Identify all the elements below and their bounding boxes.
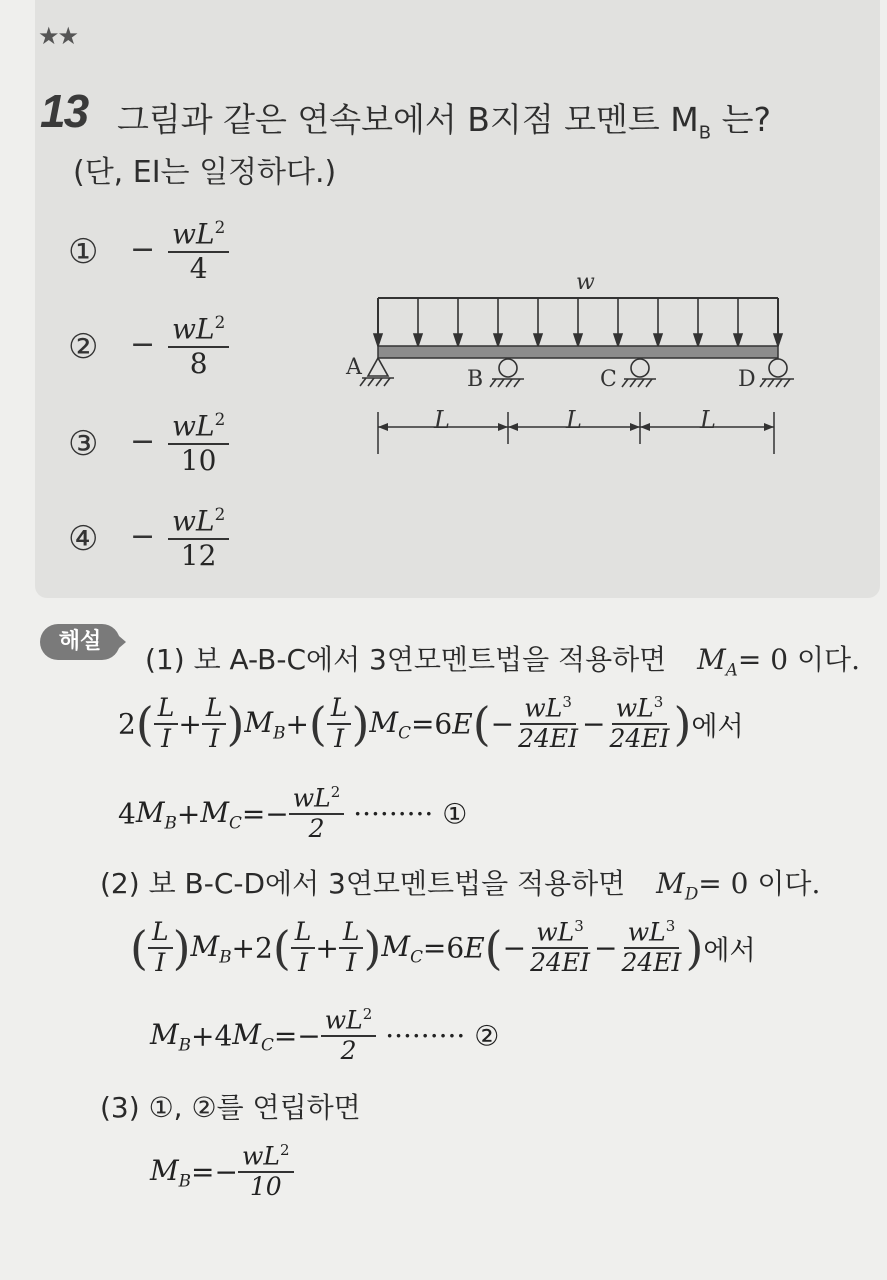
equation-2: $4M_B+M_C=-$ $\frac{wL^2}{2}$ ········· ①	[118, 783, 468, 844]
label-a: A	[346, 355, 362, 380]
step-1: (1) 보 A-B-C에서 3연모멘트법을 적용하면 $M_A= 0$ 이다.	[145, 643, 860, 680]
choice-1-fraction: $\frac{wL^2}{4}$	[168, 218, 229, 285]
roller-support-c	[622, 359, 656, 387]
load-arrowhead	[654, 334, 662, 346]
badge-arrow	[112, 630, 126, 654]
label-b: B	[467, 367, 484, 392]
choice-2[interactable]: ② − $\frac{wL^2}{8}$	[68, 313, 268, 393]
difficulty-stars: ★★	[38, 22, 78, 50]
load-arrowhead	[614, 334, 622, 346]
load-arrowhead	[694, 334, 702, 346]
beam	[378, 346, 778, 358]
choice-1[interactable]: ① − $\frac{wL^2}{4}$	[68, 218, 268, 298]
roller-support-b	[490, 359, 524, 387]
load-label: w	[576, 270, 595, 295]
question-number: 13	[40, 85, 88, 137]
span-2-label: L	[566, 406, 582, 434]
question-text: 그림과 같은 연속보에서 B지점 모멘트 $M_B$ 는?	[117, 100, 771, 144]
load-arrowhead	[534, 334, 542, 346]
load-arrowhead	[414, 334, 422, 346]
load-arrowhead	[734, 334, 742, 346]
question-condition: (단, EI는 일정하다.)	[73, 155, 337, 190]
step-3: (3) ①, ②를 연립하면	[100, 1091, 361, 1124]
load-arrowhead	[574, 334, 582, 346]
label-c: C	[600, 367, 617, 392]
pin-support-a	[360, 358, 394, 386]
load-arrowhead	[374, 334, 382, 346]
load-arrowhead	[494, 334, 502, 346]
choice-2-fraction: $\frac{wL^2}{8}$	[168, 313, 229, 380]
final-result: $M_B=-$ $\frac{wL^2}{10}$	[150, 1142, 294, 1202]
continuous-beam-diagram	[330, 262, 810, 462]
choice-3[interactable]: ③ − $\frac{wL^2}{10}$	[68, 410, 268, 490]
label-d: D	[738, 367, 756, 392]
equation-4: $M_B+4M_C=-$ $\frac{wL^2}{2}$ ········· ②	[150, 1005, 500, 1066]
load-arrowhead	[454, 334, 462, 346]
distributed-load-arrows	[374, 298, 782, 346]
roller-support-d	[760, 359, 794, 387]
span-3-label: L	[700, 406, 716, 434]
span-1-label: L	[434, 406, 450, 434]
choice-3-fraction: $\frac{wL^2}{10}$	[168, 410, 229, 477]
choice-4-fraction: $\frac{wL^2}{12}$	[168, 505, 229, 572]
step-2: (2) 보 B-C-D에서 3연모멘트법을 적용하면 $M_D= 0$ 이다.	[100, 867, 821, 904]
equation-1: 2( $\frac{L}{I}$ + $\frac{L}{I}$ )$M_B+$( $\frac{L}{I}$ )$M_C=6E(-$ $\frac{wL^3}{24EI}$ − $\frac{wL^3}{24EI}$ )에서	[118, 693, 744, 754]
load-arrowhead	[774, 334, 782, 346]
equation-3: ( $\frac{L}{I}$ )$M_B+2$( $\frac{L}{I}$ + $\frac{L}{I}$ )$M_C=6E(-$ $\frac{wL^3}{24EI}$ − $\frac{wL^3}{24EI}$ )에서	[130, 917, 756, 978]
solution-badge: 해설	[40, 624, 120, 660]
choice-4[interactable]: ④ − $\frac{wL^2}{12}$	[68, 505, 268, 585]
